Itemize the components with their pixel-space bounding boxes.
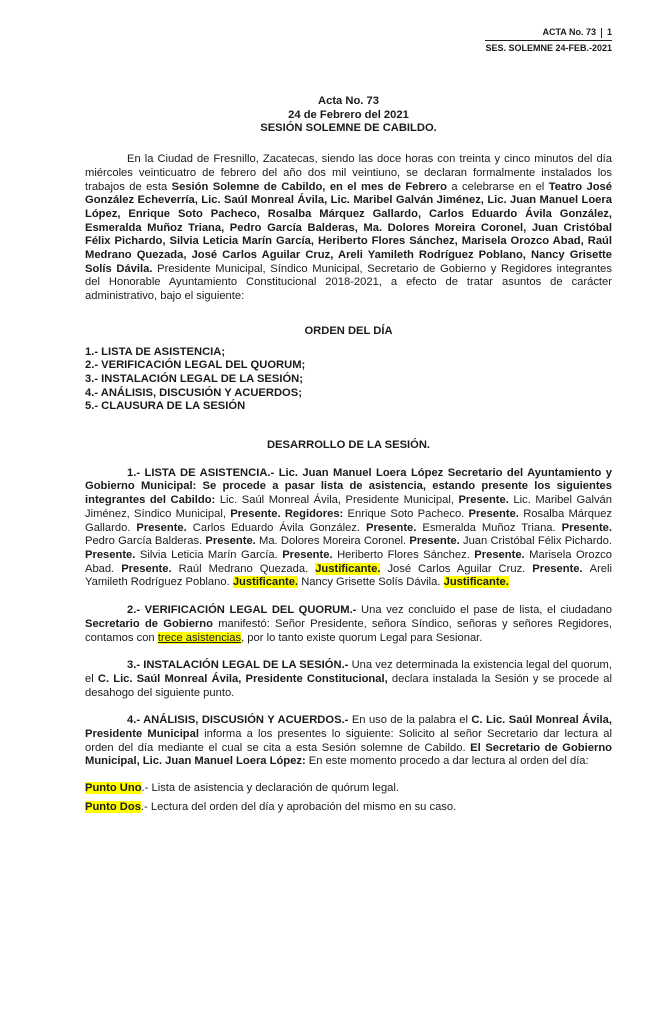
- text-segment: Lic. Maribel Galván Jiménez, Síndico Municipal,: [85, 494, 612, 520]
- orden-del-dia-list: [85, 346, 612, 415]
- page-header-block: [485, 26, 612, 55]
- text-segment: Presente.: [136, 521, 193, 534]
- acta-number-label: ACTA No. 73: [542, 27, 596, 37]
- text-segment: En uso de la palabra el: [351, 714, 472, 727]
- intro-paragraph: [85, 153, 612, 304]
- text-segment: Presente.: [532, 562, 590, 575]
- text-segment: Presente.: [468, 507, 524, 520]
- text-segment: Justificante.: [315, 562, 381, 575]
- text-segment: Justificante.: [232, 576, 299, 589]
- text-segment: Carlos Eduardo Ávila González.: [192, 521, 366, 534]
- text-segment: Justificante.: [443, 576, 509, 589]
- instalacion-paragraph: [85, 659, 612, 700]
- session-title: SESIÓN SOLEMNE DE CABILDO.: [260, 122, 437, 135]
- text-segment: Enrique Soto Pacheco.: [347, 507, 469, 520]
- orden-item: 2.- VERIFICACIÓN LEGAL DEL QUORUM;: [85, 359, 306, 372]
- text-segment: C. Lic. Saúl Monreal Ávila, Presidente Municipal: [85, 714, 612, 741]
- page-number: 1: [606, 27, 612, 37]
- text-segment: Una vez concluido el pase de lista, el ciudadano: [361, 604, 612, 617]
- desarrollo-heading: DESARROLLO DE LA SESIÓN.: [266, 439, 431, 452]
- text-segment: Presente.: [561, 521, 612, 534]
- text-segment: Presente.: [474, 548, 530, 561]
- text-segment: Marisela Orozco Abad.: [85, 548, 612, 575]
- orden-item: 4.- ANÁLISIS, DISCUSIÓN Y ACUERDOS;: [85, 386, 302, 399]
- text-segment: informa a los presentes lo siguiente: Solicito al señor Secretario dar lectura al orden del día mediante el cual se cita a esta Sesión solemne de Cabildo.: [85, 728, 613, 754]
- text-segment: El Secretario de Gobierno Municipal, Lic. Juan Manuel Loera López:: [85, 741, 612, 768]
- punto-uno-line: [85, 782, 612, 796]
- text-segment: Presente.: [121, 562, 179, 575]
- text-segment: 1.- LISTA DE ASISTENCIA.- Lic. Juan Manuel Loera López Secretario del Ayuntamiento y Gobierno Municipal: Se procede a pasar lista de asistencia, estando presente los siguientes integrantes del Cabildo:: [85, 466, 612, 507]
- text-segment: Nancy Grisette Solís Dávila.: [298, 576, 444, 589]
- session-header-label: SES. SOLEMNE 24-FEB.-2021: [485, 43, 612, 53]
- text-segment: Juan Cristóbal Félix Pichardo.: [462, 535, 612, 548]
- text-segment: Raúl Medrano Quezada.: [178, 562, 316, 575]
- analisis-paragraph: [85, 714, 612, 769]
- text-segment: .- Lectura del orden del día y aprobación del mismo en su caso.: [140, 800, 457, 813]
- text-segment: Presente.: [458, 494, 514, 507]
- text-segment: Punto Dos: [85, 800, 141, 813]
- punto-dos-line: [85, 801, 612, 815]
- text-segment: En la Ciudad de Fresnillo, Zacatecas, siendo las doce horas con treinta y cinco minutos del día miércoles veinticuatro de febrero del año dos mil veintiuno, se declaran formalmente instalados los trabajos de esta: [85, 153, 612, 193]
- text-segment: Presente.: [409, 535, 463, 548]
- text-segment: Presente.: [205, 535, 260, 548]
- text-segment: Areli Yamileth Rodríguez Poblano.: [85, 562, 612, 589]
- text-segment: declara instalada la Sesión y se procede al desahogo del siguiente punto.: [85, 672, 612, 699]
- text-segment: Presente.: [85, 548, 140, 561]
- acta-header-line: [485, 26, 612, 41]
- text-segment: Ma. Dolores Moreira Coronel.: [259, 535, 410, 548]
- text-segment: Teatro José González Echeverría: [85, 180, 612, 207]
- text-segment: , por lo tanto existe quorum Legal para Sesionar.: [241, 631, 483, 644]
- acta-title: Acta No. 73: [318, 95, 379, 107]
- text-segment: Esmeralda Muñoz Triana.: [422, 521, 562, 534]
- text-segment: Punto Uno: [85, 782, 142, 795]
- text-segment: José Carlos Aguilar Cruz.: [380, 562, 533, 575]
- text-segment: Presente. Regidores:: [230, 507, 348, 520]
- text-segment: Sesión Solemne de Cabildo, en el mes de Febrero: [171, 180, 447, 193]
- lista-asistencia-paragraph: [85, 467, 612, 590]
- text-segment: Presente.: [366, 521, 423, 534]
- text-segment: manifestó: Señor Presidente, señora Síndico, señoras y señores Regidores, contamos con: [85, 617, 612, 644]
- text-segment: Rosalba Márquez Gallardo.: [85, 507, 613, 534]
- page-header: [85, 26, 612, 55]
- text-segment: 3.- INSTALACIÓN LEGAL DE LA SESIÓN.-: [127, 659, 352, 672]
- title-block: [85, 95, 612, 136]
- acta-date: 24 de Febrero del 2021: [288, 108, 409, 121]
- text-segment: Presidente Municipal, Síndico Municipal, Secretario de Gobierno y Regidores integrantes del Honorable Ayuntamiento Constitucional 2018-2021, a efecto de tratar asuntos de carácter administrativo, bajo el siguiente:: [85, 262, 612, 303]
- text-segment: 4.- ANÁLISIS, DISCUSIÓN Y ACUERDOS.-: [127, 714, 352, 727]
- text-segment: Heriberto Flores Sánchez.: [337, 548, 475, 561]
- text-segment: Silvia Leticia Marín García.: [139, 548, 283, 561]
- orden-del-dia-heading: ORDEN DEL DÍA: [304, 324, 393, 337]
- orden-item: 5.- CLAUSURA DE LA SESIÓN: [85, 400, 246, 413]
- text-segment: trece asistencias: [157, 631, 242, 644]
- text-segment: Presente.: [282, 548, 338, 561]
- text-segment: En este momento procedo a dar lectura al orden del día:: [308, 755, 589, 768]
- text-segment: 2.- VERIFICACIÓN LEGAL DEL QUORUM.-: [127, 604, 362, 617]
- header-divider: [601, 28, 602, 38]
- text-segment: C. Lic. Saúl Monreal Ávila, Presidente Constitucional,: [97, 672, 392, 685]
- text-segment: Pedro García Balderas.: [85, 535, 206, 548]
- text-segment: Lic. Saúl Monreal Ávila, Presidente Municipal,: [219, 494, 459, 507]
- text-segment: .- Lista de asistencia y declaración de quórum legal.: [141, 782, 400, 795]
- text-segment: Una vez determinada la existencia legal del quorum, el: [85, 659, 612, 685]
- text-segment: , Lic. Saúl Monreal Ávila, Lic. Maribel Galván Jiménez, Lic. Juan Manuel Loera López, Enrique Soto Pacheco, Rosalba Márquez Gallardo, Carlos Eduardo Ávila González, Esmeralda Muñoz Triana, Pedro García Balderas, Ma. Dolores Moreira Coronel, Juan Cristóbal Félix Pichardo, Silvia Leticia Marín García, Heriberto Flores Sánchez, Marisela Orozco Abad, Raúl Medrano Quezada, José Carlos Aguilar Cruz, Areli Yamileth Rodríguez Poblano, Nancy Grisette Solís Dávila.: [85, 194, 612, 275]
- orden-item: 1.- LISTA DE ASISTENCIA;: [85, 345, 226, 358]
- text-segment: a celebrarse en el: [447, 180, 549, 193]
- verificacion-quorum-paragraph: [85, 604, 612, 645]
- text-segment: Secretario de Gobierno: [85, 617, 219, 630]
- orden-item: 3.- INSTALACIÓN LEGAL DE LA SESIÓN;: [85, 372, 303, 385]
